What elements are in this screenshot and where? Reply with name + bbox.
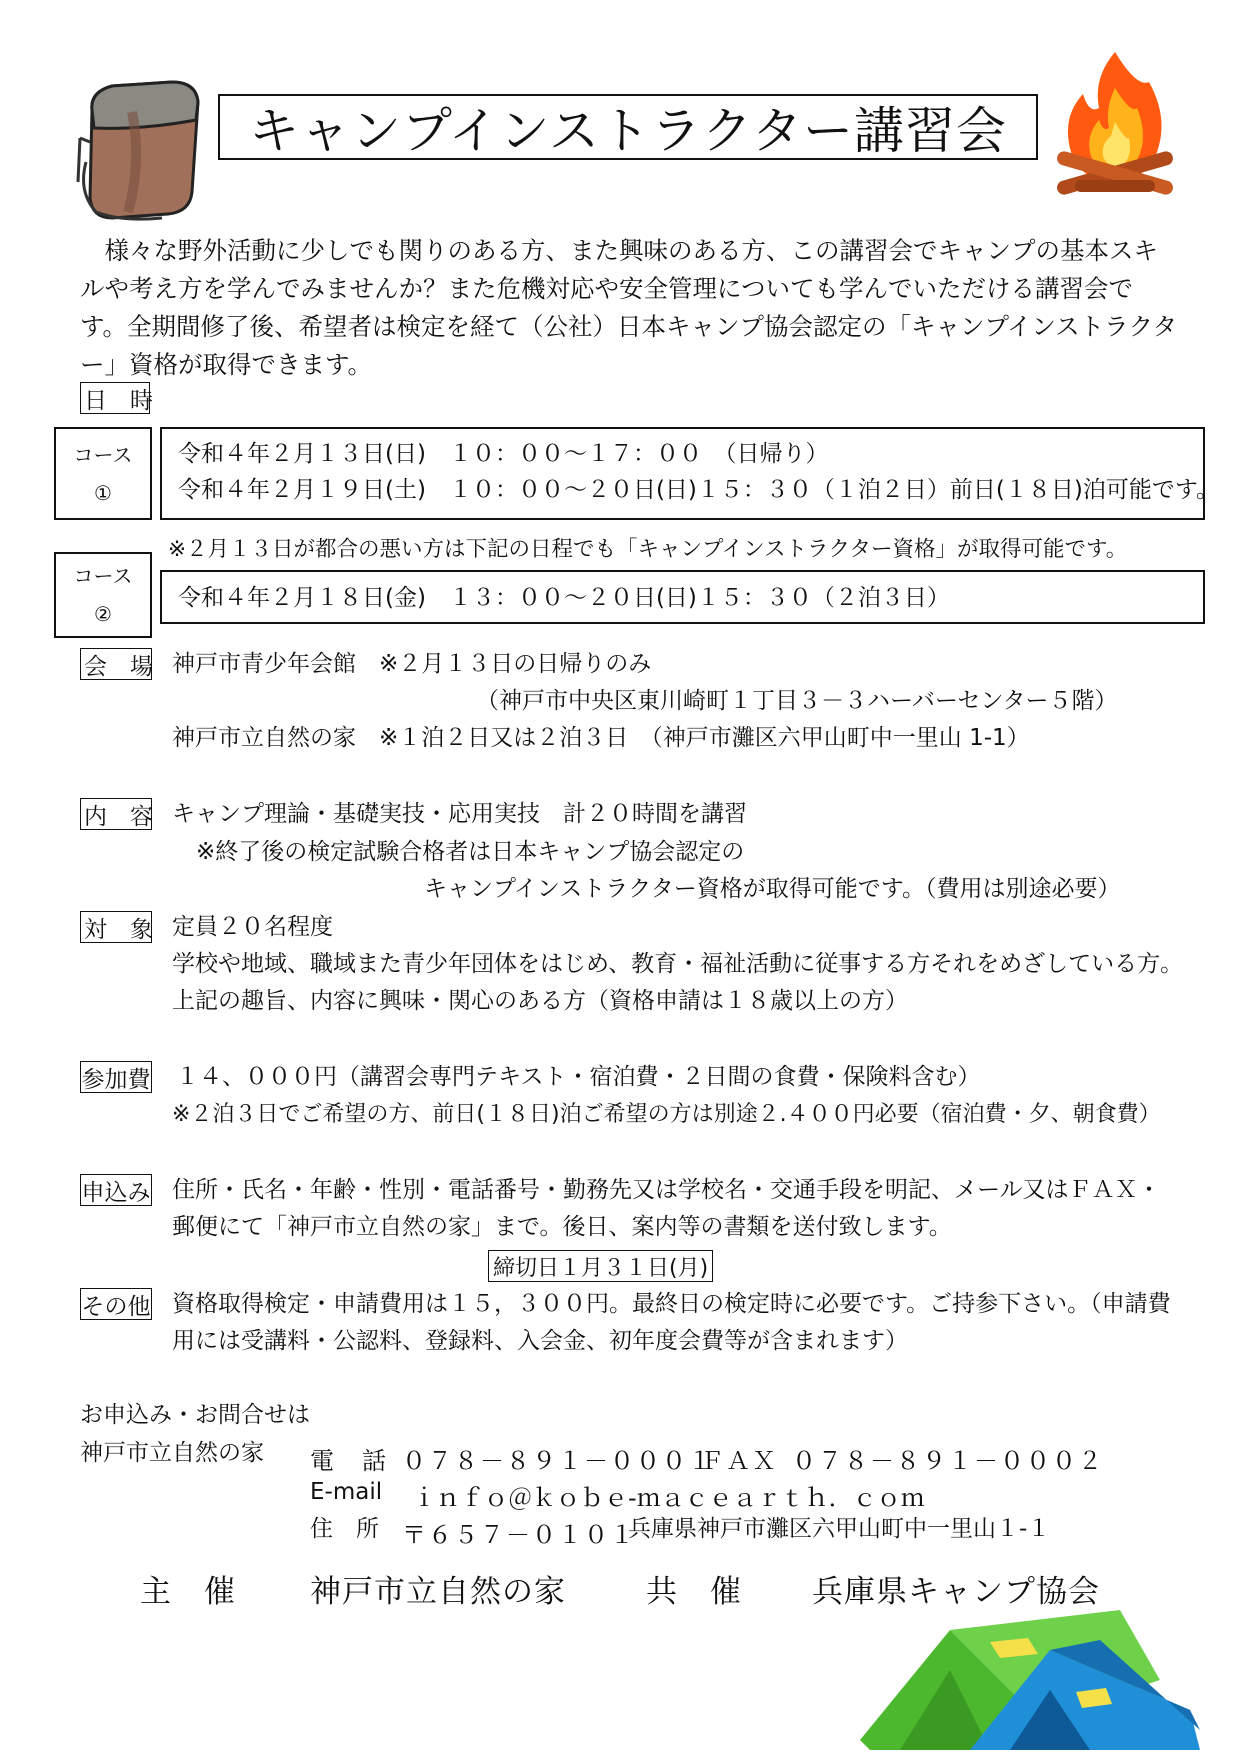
course2-label-bottom: ②	[94, 602, 112, 626]
target-line3: 上記の趣旨、内容に興味・関心のある方（資格申請は１８歳以上の方）	[172, 988, 908, 1014]
fee-label: 参加費	[80, 1061, 152, 1093]
target-line2: 学校や地域、職域また青少年団体をはじめ、教育・福祉活動に従事する方それをめざしている方。	[172, 951, 1184, 977]
contact-heading: お申込み・お問合せは	[80, 1402, 310, 1428]
course1-label-top: コース	[73, 442, 133, 467]
course2-label-top: コース	[73, 564, 133, 588]
fee-line2: ※２泊３日でご希望の方、前日(１８日)泊ご希望の方は別途２.４００円必要（宿泊費・夕、朝食費）	[172, 1102, 1161, 1127]
venue-label: 会 場	[80, 648, 152, 680]
email-value[interactable]: ｉｎｆｏ＠ｋｏｂｅ-ｍａｃｅａｒｔｈ．ｃｏｍ	[412, 1484, 925, 1512]
email-label: E-mail	[310, 1479, 383, 1505]
fee-line1: １４、０００円（講習会専門テキスト・宿泊費・２日間の食費・保険料含む）	[176, 1064, 981, 1090]
course2-label	[54, 552, 152, 638]
venue-line1: 神戸市青少年会館 ※２月１３日の日帰りのみ	[172, 651, 652, 677]
other-line2: 用には受講料・公認料、登録料、入会金、初年度会費等が含まれます）	[172, 1328, 908, 1354]
venue-line3: 神戸市立自然の家 ※１泊２日又は２泊３日 （神戸市灘区六甲山町中一里山 1-1）	[172, 725, 1030, 751]
address-label: 住 所	[310, 1516, 379, 1542]
course1-label	[54, 427, 152, 520]
content-line1: キャンプ理論・基礎実技・応用実技 計２０時間を講習	[172, 801, 747, 827]
mess-tin-icon	[72, 72, 212, 222]
address-value: 兵庫県神戸市灘区六甲山町中一里山１-１	[628, 1516, 1051, 1542]
content-label: 内 容	[80, 798, 152, 830]
content-line3: キャンプインストラクター資格が取得可能です。（費用は別途必要）	[424, 876, 1121, 902]
intro-paragraph: 様々な野外活動に少しでも関りのある方、また興味のある方、この講習会でキャンプの基本スキルや考え方を学んでみませんか？また危機対応や安全管理についても学んでいただける講習会です。全期間修了後、希望者は検定を経て（公社）日本キャンプ協会認定の「キャンプインストラクター」資格が取得できます。	[80, 236, 1178, 379]
datetime-label: 日 時	[80, 382, 150, 414]
cohost-label: 共 催	[646, 1574, 742, 1610]
campfire-icon	[1045, 48, 1185, 208]
course-note: ※２月１３日が都合の悪い方は下記の日程でも「キャンプインストラクター資格」が取得可能です。	[168, 537, 1128, 562]
course2-line1: 令和４年２月１８日(金) １３：００～２０日(日)１５：３０（２泊３日）	[178, 585, 950, 611]
fax-label: ＦＡＸ	[700, 1447, 778, 1475]
page-title: キャンプインストラクター講習会	[218, 94, 1038, 160]
host-name: 神戸市立自然の家	[310, 1574, 566, 1610]
course1-line1: 令和４年２月１３日(日) １０：００～１７：００ （日帰り）	[178, 441, 829, 467]
course1-label-bottom: ①	[94, 480, 112, 505]
contact-org: 神戸市立自然の家	[80, 1440, 264, 1466]
apply-line2: 郵便にて「神戸市立自然の家」まで。後日、案内等の書類を送付致します。	[172, 1214, 952, 1240]
tents-icon	[860, 1610, 1200, 1750]
course1-line2: 令和４年２月１９日(土) １０：００～２０日(日)１５：３０（１泊２日）前日(１８日)泊可能です。	[178, 477, 1219, 503]
postal-code: 〒６５７－０１０１	[402, 1521, 636, 1549]
other-label: その他	[80, 1288, 152, 1320]
host-label: 主 催	[140, 1574, 236, 1610]
other-line1: 資格取得検定・申請費用は１５，３００円。最終日の検定時に必要です。ご持参下さい。（申請費	[172, 1291, 1171, 1317]
venue-line2: （神戸市中央区東川崎町１丁目３－３ハーバーセンター５階）	[476, 688, 1118, 714]
tel-value[interactable]: ０７８－８９１－０００１	[402, 1447, 714, 1475]
fax-value[interactable]: ０７８－８９１－０００２	[792, 1447, 1104, 1475]
apply-label: 申込み	[80, 1174, 152, 1206]
target-line1: 定員２０名程度	[172, 914, 333, 940]
apply-line1: 住所・氏名・年齢・性別・電話番号・勤務先又は学校名・交通手段を明記、メール又はＦＡＸ・	[172, 1177, 1161, 1203]
cohost-name: 兵庫県キャンプ協会	[812, 1574, 1100, 1610]
deadline-box: 締切日１月３１日(月)	[488, 1250, 713, 1282]
target-label: 対 象	[80, 911, 152, 943]
content-line2: ※終了後の検定試験合格者は日本キャンプ協会認定の	[196, 839, 745, 865]
tel-label: 電 話	[310, 1447, 388, 1475]
